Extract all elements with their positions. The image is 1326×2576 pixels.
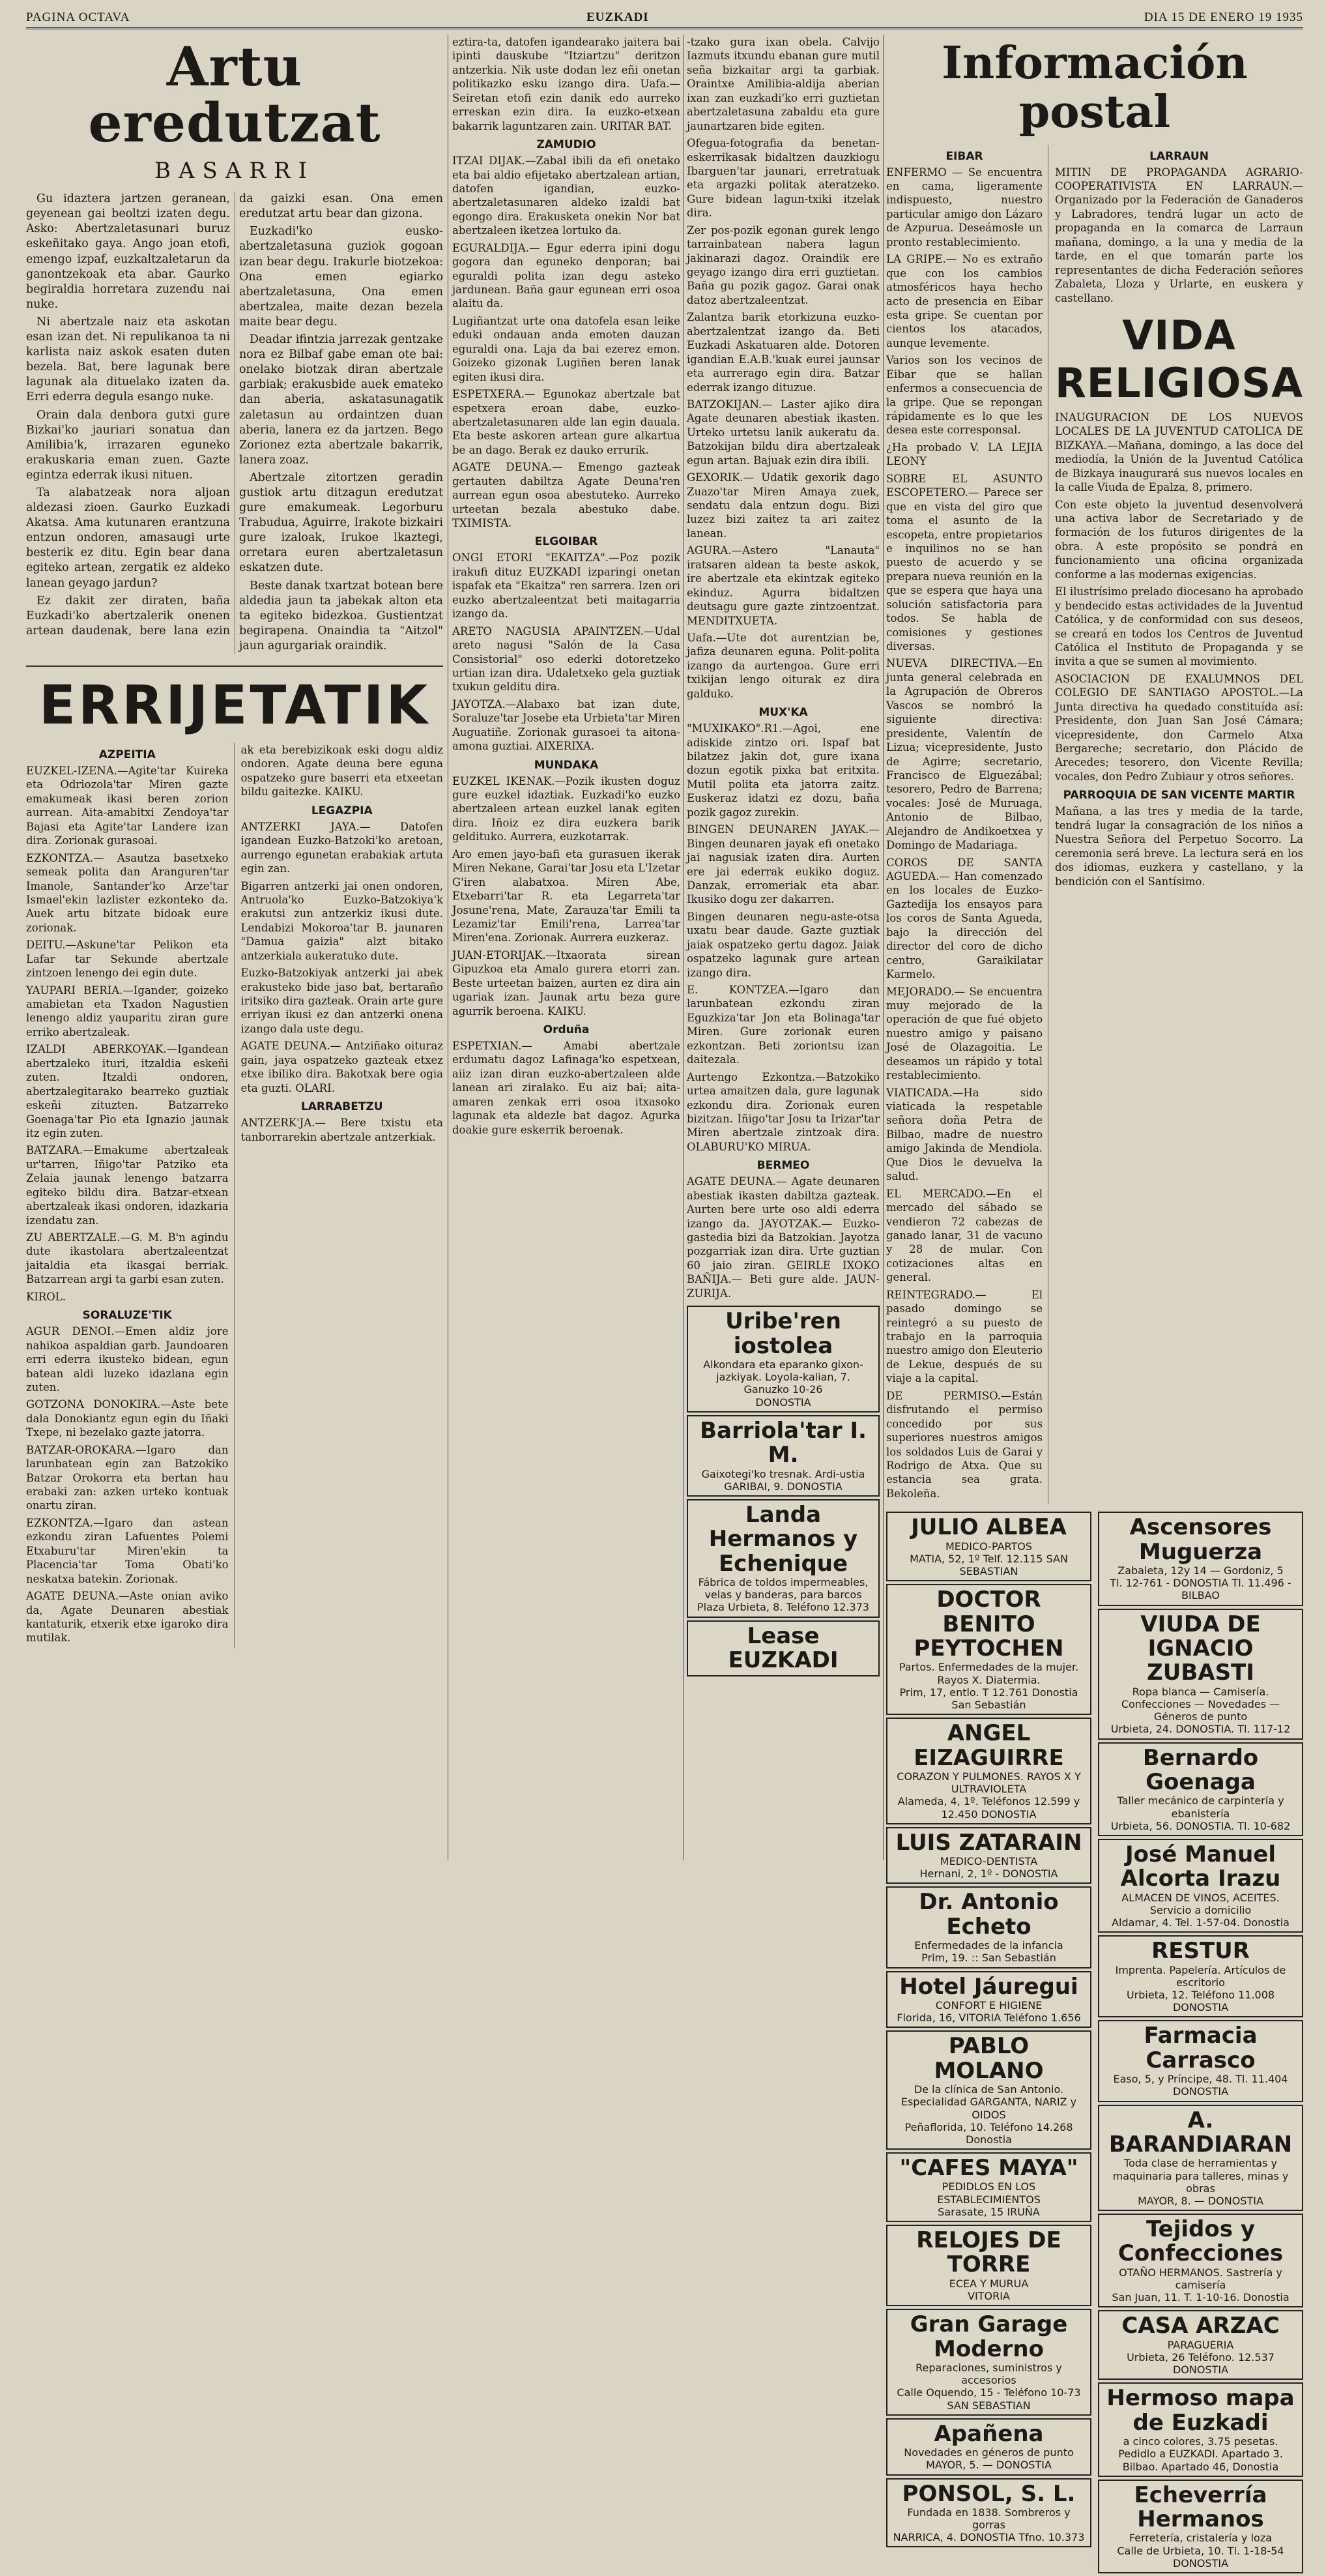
advertisement — [1098, 1935, 1303, 2017]
article-paragraph: Deadar ifintzia jarrezak gentzake nora ez Bilbaf gabe eman ote bai: onelako biotzak diran abertzale garbiak; erakusbide auek emateko dan aberia, askatasunagatik zaletasun au ordaintzen duan aberia, lanera ez da jartzen. Bego Zorionez ezta abertzale bakarrik, lanera zoaz. — [239, 333, 443, 467]
news-item: AGATE DEUNA.— Agate deunaren abestiak ikasten dabiltza gazteak. Aurten bere urte oso aldi ederra izango da. JAYOTZAK.— Euzko-gastedia bizi da Batzokian. Jayotza pozgarriak izan dira. Urte guztian 60 jaio ziran. GEIRLE IXOKO BAÑIJA.— Beti gure alde. JAUN-ZURIJA. — [687, 1175, 880, 1300]
column-three — [687, 35, 880, 1867]
news-item: BINGEN DEUNAREN JAYAK.— Bingen deunaren jayak efi onetako jai nagusiak izaten dira. Aurten ere jai ederrak eukiko doguz. Danzak, erromeriak eta abar. Ikusiko dogu zer dakarren. — [687, 823, 880, 906]
ad-subtitle: Novedades en géneros de punto — [904, 2446, 1074, 2459]
news-item: Zer pos-pozik egonan gurek lengo tarrainbatean nabera lagun jakinarazi dagoz. Oraindik ere geyago izango dira erri guztietan. Baña gu pozik gagoz. Garai onak datoz abertzaleentzat. — [687, 224, 880, 306]
section-label: MUNDAKA — [534, 758, 599, 772]
ad-title: Dr. Antonio Echeto — [919, 1889, 1059, 1940]
advertisement — [687, 1499, 880, 1618]
article-paragraph: Gu idaztera jartzen geranean, geyenean gai beoltzi izaten degu. Asko: Abertzaletasunari buruz eskeñitako gaya. Ango joan etofi, emengo izpaf, euzkaltzaletarun da ganontzekoak eta abar. Gaurko begiraldia horretara zuzendu nai nuke. — [26, 192, 230, 311]
section-label: BERMEO — [757, 1159, 810, 1173]
section-label: AZPEITIA — [98, 748, 156, 761]
news-item: ONGI ETORI "EKAITZA".—Poz pozik irakufi dituz EUZKADI izparingi onetan ispafak eta "Ekaitza" ren sarrera. Izen ori euzko abertzaleentzat beti maitagarria izango da. — [452, 551, 680, 621]
news-item: MEJORADO.— Se encuentra muy mejorado de la operación de que fué objeto nuestro amigo y paisano José de Olazagoitia. Le deseamos un rápido y total restablecimiento. — [886, 985, 1043, 1082]
news-item: IZALDI ABERKOYAK.—Igandean abertzaleko ituri, itzaldia eskeñi zuten. Itzaldi ondoren, abertzalegitarako bearreko guztiak eskeñi zituzten. Batzarreko Goenaga'tar Pio eta Ignazio jaunak itz egin zuten. — [26, 1043, 229, 1139]
news-item: SOBRE EL ASUNTO ESCOPETERO.— Parece ser que en vista del giro que toma el asunto de la escopeta, entre propietarios e inquilinos no se han puesto de acuerdo y se prepara nueva reunión en la que se espera que haya una solución satisfactoria para todos. Se habla de comisiones y gestiones diversas. — [886, 472, 1043, 653]
section-label: EIBAR — [945, 149, 983, 163]
news-item: Euzko-Batzokiyak antzerki jai abek erakusteko bide jaso bat, bertaraño iritsiko dira gazteak. Orain arte gure erriyan ikusi ez dan antzerki onena izango dala uste degu. — [240, 967, 443, 1035]
ad-title: CASA ARZAC — [1121, 2313, 1280, 2339]
advertisement — [1098, 2382, 1303, 2476]
column-informacion — [886, 35, 1304, 2569]
article-paragraph: Beste danak txartzat botean bere aldedia jaun ta jabekak alton eta ta egiteko bidezkoa. Gustientzat begirapena. Onaindia ta "Aitzol" jaun agurgariak oraindik. — [239, 579, 443, 652]
ad-subtitle: Taller mecánico de carpintería y ebanistería — [1117, 1794, 1284, 1820]
larraun-section — [1055, 150, 1303, 305]
news-item: ITZAI DIJAK.—Zabal ibili da efi onetako eta bai aldio efijetako abertzalean artian, datofen igandian, euzko-abertzaletasunaren aldeko izaldi bat egongo dira. Erakusketa onekin Nor bat abertzaleen iketzea lortuko da. — [452, 154, 680, 237]
ad-address: Bilbao. Apartado 46, Donostia — [1122, 2460, 1279, 2473]
news-item: EGURALDIJA.— Egur ederra ipini dogu gogora dan eguneko denporan; bai eguraldi polita izan degu asteko jardunean. Baña gaur egunean erri osoa alaitu da. — [452, 241, 680, 310]
ad-address: Sarasate, 15 IRUÑA — [938, 2205, 1040, 2218]
ad-subtitle: MEDICO-PARTOS — [945, 1540, 1032, 1553]
news-item: DE PERMISO.—Están disfrutando el permiso concedido por sus superiores nuestros amigos los soldados Luis de Garai y Rodrigo de Atxa. Que su estancia sea grata. Bekoleña. — [886, 1389, 1043, 1500]
news-item: COROS DE SANTA AGUEDA.— Han comenzado en los locales de Euzko-Gaztedija los ensayos para los coros de Santa Agueda, bajo la dirección del director del coro de dicho centro, Garaikilatar Karmelo. — [886, 856, 1043, 981]
running-head — [26, 8, 1303, 29]
ad-title: Bernardo Goenaga — [1142, 1744, 1259, 1795]
article-title: Artu eredutzat — [88, 36, 381, 155]
ads-grid — [886, 1509, 1303, 2576]
advertisement — [1098, 1742, 1303, 1836]
news-item: E. KONTZEA.—Igaro dan larunbatean ezkondu ziran Eguzkiza'tar Jon eta Bolinaga'tar Miren. Gure zorionak euren ezkontzan. Beti zoriontsu izan daitezala. — [687, 984, 880, 1066]
section-title: ERRIJETATIK — [26, 666, 443, 737]
section-label: LEGAZPIA — [311, 804, 373, 817]
ad-subtitle: Fábrica de toldos impermeables, velas y banderas, para barcos — [698, 1576, 869, 1602]
news-item: ASOCIACION DE EXALUMNOS DEL COLEGIO DE SANTIAGO APOSTOL.—La Junta directiva ha quedado constituída así: Presidente, don Juan San José Cámara; vicepresidente, don Carmelo Atxa Bergareche; secretario, don Plácido de Arecedes; tesorero, don Vicente Revilla; vocales, don Pedro Zubiaur y otros señores. — [1055, 672, 1303, 783]
news-item: REINTEGRADO.— El pasado domingo se reintegró a su puesto de trabajo en la parroquia nuestro amigo don Eleuterio de Lekue, después de su viaje a la capital. — [886, 1288, 1043, 1385]
news-item: EUZKEL-IZENA.—Agite'tar Kuireka eta Odriozola'tar Miren gazte emakumeak ikasi beren zorion aurrean. Aita-amabitxi Zendoya'tar Bajasi eta Agite'tar Landere izan dira. Zorionak gurasoai. — [26, 765, 229, 847]
advertisement — [886, 2030, 1091, 2150]
ads-right — [1098, 1509, 1303, 2576]
ad-title: Landa Hermanos y Echenique — [708, 1501, 858, 1577]
news-item: Lugiñantzat urte ona datofela esan leike eduki ondauan anda emoten dauzan eguraldi ona. Laja da bai ezerez emon. Goizeko gizonak Lugiñen beren lanak egiten ikusi dira. — [452, 314, 680, 383]
news-item: ANTZERKI JAYA.— Datofen igandean Euzko-Batzoki'ko aretoan, aurrengo egunetan erabakiak artuta egin zan. — [240, 820, 443, 875]
advertisement — [886, 2152, 1091, 2222]
ad-title: JULIO ALBEA — [911, 1514, 1067, 1541]
ad-subtitle: Easo, 5, y Príncipe, 48. Tl. 11.404 — [1113, 2073, 1288, 2086]
news-item: VIATICADA.—Ha sido viaticada la respetable señora doña Petra de Bilbao, madre de nuestro amigo Jakinda de Mendiola. Que Dios le devuelva la salud. — [886, 1086, 1043, 1183]
column-rule — [683, 35, 684, 1860]
column-intro: eztira-ta, datofen igandearako jaitera bai ipinti dauskube "Itziartzu" deritzon antzerkia. Nik uste dodan lez eñi onetan politikazko esku izango dira. Uafa.— Seiretan etofi ezin danik edo aurreko erreskan ezin dira. Ia euzko-etxean bakarrik laguntzaren zain. URITAR BAT. — [452, 36, 680, 132]
ad-address: Aldamar, 4. Tel. 1-57-04. Donostia — [1112, 1916, 1290, 1929]
ad-address: Hernani, 2, 1º - DONOSTIA — [919, 1867, 1058, 1881]
ad-address: Peñaflorida, 10. Teléfono 14.268 Donostia — [904, 2120, 1073, 2146]
advertisement — [886, 2225, 1091, 2306]
newspaper-name: EUZKADI — [586, 10, 649, 24]
article-paragraph: Abertzale zitortzen geradin gustiok artu ditzagun eredutzat gure emakumeak. Legorburu Trabudua, Aguirre, Irakote bizkairi gure izaloak, Irukoe lkaztegi, orretara euren abertzaletasun eskatzen dute. — [239, 471, 443, 575]
ad-subtitle: Ferretería, cristalería y loza — [1129, 2532, 1273, 2545]
advertisement — [1098, 2310, 1303, 2380]
ad-address: Urbieta, 12. Teléfono 11.008 DONOSTIA — [1126, 1989, 1275, 2014]
advertisement — [1098, 1839, 1303, 1933]
advertisement — [1098, 2105, 1303, 2212]
ad-subtitle: Imprenta. Papelería. Artículos de escritorio — [1115, 1963, 1286, 1989]
advertisement — [886, 2418, 1091, 2476]
news-item: Varios son los vecinos de Eibar que se hallan enfermos a consecuencia de la gripe. Que se repongan rápidamente es lo que les desea este corresponsal. — [886, 354, 1043, 437]
ad-address: San Juan, 11. T. 1-10-16. Donostia — [1112, 2291, 1290, 2304]
ad-subtitle: CONFORT E HIGIENE — [935, 1999, 1043, 2012]
issue-date: DIA 15 DE ENERO 19 1935 — [1144, 10, 1303, 24]
ad-address: DONOSTIA — [1172, 2085, 1229, 2098]
column-artu — [26, 35, 443, 1867]
column-rule — [883, 35, 884, 1860]
article-author: BASARRI — [154, 158, 315, 184]
news-item: ANTZERK'JA.— Bere txistu eta tanborrarekin abertzale antzerkiak. — [240, 1117, 443, 1143]
news-item: GOTZONA DONOKIRA.—Aste bete dala Donokiantz egun egin du Iñaki Txepe, ni bezelako gazte jatorra. — [26, 1398, 229, 1439]
ad-subtitle: a cinco colores, 3.75 pesetas. Pedidlo a EUZKADI. Apartado 3. — [1118, 2435, 1283, 2461]
section-label: PARROQUIA DE SAN VICENTE MARTIR — [1063, 789, 1295, 802]
ad-address: Calle de Urbieta, 10. Tl. 1-18-54 DONOSTIA — [1117, 2544, 1284, 2569]
news-item: Zalantza barik etorkizuna euzko-abertzalentzat izango da. Beti Euzkadi Askatuaren alde. Dotoren igandian E.A.B.'kuak eurei jaunsar eta aurrerago egin dira. Batzar ederrak izango dituzue. — [687, 311, 880, 394]
page-label: PAGINA OCTAVA — [26, 10, 130, 24]
ad-address: Florida, 16, VITORIA Teléfono 1.656 — [897, 2012, 1081, 2025]
ad-subtitle: CORAZON Y PULMONES. RAYOS X Y ULTRAVIOLETA — [897, 1770, 1081, 1796]
ad-subtitle: Partos. Enfermedades de la mujer. Rayos X. Diatermia. — [899, 1661, 1079, 1686]
advertisement — [886, 1827, 1091, 1884]
ad-subtitle: OTAÑO HERMANOS. Sastrería y camisería — [1119, 2266, 1282, 2292]
advertisement — [886, 2478, 1091, 2548]
news-item: Con este objeto la juventud desenvolverá una activa labor de Secretariado y de formación de los futuros dirigentes de la obra. A este propósito se pondrá en funcionamiento una oficina organizada conforme a las modernas exigencias. — [1055, 498, 1303, 581]
ads-left — [886, 1509, 1091, 2576]
advertisement — [1098, 1512, 1303, 1605]
news-item: ESPETXIAN.— Amabi abertzale erdumatu dagoz Lafinaga'ko espetxean, aiiz izan diran euzko-abertzaleen alde lanean ari ziralako. Eu aiz bai; aita-amaren zenkak erri osoa itxasoko lagunak eta aldezle bat dagoz. Agurka doakie gure eskerrik beroenak. — [452, 1040, 680, 1136]
advertisement — [687, 1620, 880, 1677]
news-item: LA GRIPE.— No es extraño que con los cambios atmosféricos haya hecho acto de presencia en Eibar esta gripe. Se cuentan por cientos los atacados, aunque levemente. — [886, 253, 1043, 349]
news-item: EZKONTZA.— Asautza basetxeko semeak polita dan Aranguren'tar Imanole, Santander'ko Arze'tar Ismael'ekin lazlister ezkonteko da. Auek artu bitzate bidoak eure zorionak. — [26, 851, 229, 934]
advertisement — [687, 1415, 880, 1497]
ad-subtitle: ALMACEN DE VINOS, ACEITES. Servicio a domicilio — [1121, 1891, 1280, 1916]
bottom-ads — [687, 1306, 880, 1676]
news-item: Uafa.—Ute dot aurentzian be, jafiza deunaren eguna. Polit-polita izango da aurtengoa. Gure erri txikijan lengo oiturak ez dira galduko. — [687, 631, 880, 700]
advertisement — [886, 1886, 1091, 1968]
ad-title: RESTUR — [1151, 1938, 1250, 1965]
news-item: YAUPARI BERIA.—Igander, goizeko amabietan eta Txadon Nagustien lenengo aldiz yauparitu ziran gure erriko abertzaleak. — [26, 984, 229, 1038]
ad-title: José Manuel Alcorta Irazu — [1120, 1841, 1281, 1892]
article-paragraph: Euzkadi'ko eusko-abertzaletasuna guziok gogoan izan bear degu. Irakurle biotzekoa: Ona emen egiarko abertzaletasuna, Ona emen abertzalea, maite dezan bezela maite bear degu. — [239, 225, 443, 329]
ad-title: RELOJES DE TORRE — [916, 2227, 1061, 2278]
article-paragraph: Orain dala denbora gutxi gure Bizkai'ko jauriari sonatua dan Amilibia'k, irrazaren eguneko erakuskaria eman zuen. Gazte egintza ederrak ikusi nituen. — [26, 408, 230, 482]
news-item: EL MERCADO.—En el mercado del sábado se vendieron 72 cabezas de ganado lanar, 31 de vacuno y 28 de mular. Con cotizaciones altas en general. — [886, 1187, 1043, 1284]
news-item: INAUGURACION DE LOS NUEVOS LOCALES DE LA JUVENTUD CATOLICA DE BIZKAYA.—Mañana, domingo, a las doce del mediodía, la Unión de la Juventud Católica de Bizkaya inaugurará sus nuevos locales en la calle Viuda de Epalza, 8, primero. — [1055, 411, 1303, 494]
ad-title: "CAFES MAYA" — [899, 2155, 1078, 2182]
advertisement — [886, 1584, 1091, 1715]
ad-address: Urbieta, 26 Teléfono. 12.537 DONOSTIA — [1127, 2350, 1275, 2377]
news-item: NUEVA DIRECTIVA.—En junta general celebrada en la Agrupación de Obreros Vascos se nombró la siguiente directiva: presidente, Valentín de Lizua; vicepresidente, Justo de Agirre; secretario, Francisco de Elguezábal; tesorero, Pedro de Barrena; vocales: José de Muruaga, Antonio de Bilbao, Alejandro de Andikoetxea y Domingo de Madariaga. — [886, 657, 1043, 852]
news-item: ¿Ha probado V. LA LEJIA LEONY — [886, 441, 1043, 468]
info-columns — [886, 145, 1303, 1504]
advertisement — [1098, 1609, 1303, 1740]
section-label: LARRABETZU — [300, 1100, 383, 1114]
ad-title: VIUDA DE IGNACIO ZUBASTI — [1140, 1611, 1261, 1686]
news-item: "MUXIKAKO".R1.—Agoi, ene adiskide zintzo ori. Ispaf bat bilatzez jakin dot, gure ixana dozun egotik pixka bat eritxita. Mutil polita eta jatorra zaitz. Euskeraz idatzi ez dozu, baña pozik gagoz zurekin. — [687, 722, 880, 819]
column-three-sections — [687, 136, 880, 1300]
ad-subtitle: Toda clase de herramientas y maquinaria para talleres, minas y obras — [1112, 2157, 1289, 2195]
section-label: ZAMUDIO — [536, 138, 596, 152]
news-item: MITIN DE PROPAGANDA AGRARIO-COOPERATIVISTA EN LARRAUN.—Organizado por la Federación de Ganaderos y Labradores, tendrá lugar un acto de propaganda en la comarca de Larraun mañana, domingo, a la una y media de la tarde, en el que tomarán parte los representantes de dicha Federación señores Zabaleta, Lloza y Urlarte, en euskera y castellano. — [1055, 166, 1303, 304]
news-item: Aurtengo Ezkontza.—Batzokiko urtea amaitzen dala, gure lagunak ezkondu dira. Zorionak euren bizitzan. Iñigo'tar Josu ta Irizar'tar Miren abertzale zintzoak dira. OLABURU'KO MIRUA. — [687, 1070, 880, 1153]
ad-address: Urbieta, 56. DONOSTIA. Tl. 10-682 — [1110, 1819, 1291, 1832]
news-item: EZKONTZA.—Igaro dan astean ezkondu ziran Lafuentes Polemi Etxaburu'tar Miren'ekin ta Placencia'tar Toma Obati'ko neskatxa batekin. Zorionak. — [26, 1516, 229, 1585]
news-item: JAYOTZA.—Alabaxo bat izan dute, Soraluze'tar Josebe eta Urbieta'tar Miren Auguatiñe. Zorionak gurasoei ta aitona-amona guztiai. AIXERIXA. — [452, 697, 680, 753]
article-body — [26, 192, 443, 654]
news-item: ak eta berebizikoak eski dogu aldiz ondoren. Agate deuna bere eguna ospatzeko gure baserri eta etxeetan bildu gaitezke. KAIKU. — [240, 744, 443, 798]
ad-address: NARRICA, 4. DONOSTIA Tfno. 10.373 — [893, 2531, 1085, 2544]
news-item: AGATE DEUNA.—Aste onian aviko da, Agate Deunaren abestiak kantaturik, etxerik etxe igaroko dira mutilak. — [26, 1590, 229, 1645]
advertisement — [886, 1971, 1091, 2028]
section-label: LARRAUN — [1149, 149, 1209, 163]
ad-title: Gran Garage Moderno — [910, 2311, 1068, 2362]
news-item: AGATE DEUNA.— Emengo gazteak gertauten dabiltza Agate Deuna'ren aurrean egun osoa abestuteko. Aurreko urteetan bezala abestuko dabe. TXIMISTA. — [452, 461, 680, 529]
news-item: Mañana, a las tres y media de la tarde, tendrá lugar la consagración de los niños a Nuestra Señora del Perpetuo Socorro. La ceremonia será breve. La lectura será en los dos idiomas, euzkera y castellano, y la bendición con el Santísimo. — [1055, 805, 1303, 888]
ad-subtitle: MEDICO-DENTISTA — [940, 1855, 1038, 1868]
ad-title: Hotel Jáuregui — [899, 1973, 1078, 2000]
ad-subtitle: Zabaleta, 12y 14 — Gordoniz, 5 — [1117, 1564, 1284, 1577]
ad-title: Farmacia Carrasco — [1144, 2023, 1258, 2073]
ad-title: Uribe'ren iostolea — [725, 1308, 841, 1359]
ad-address: Prim, 17, entlo. T 12.761 Donostia San Sebastián — [899, 1686, 1078, 1711]
news-item: BATZAR-OROKARA.—Igaro dan larunbatean egin zan Batzokiko Batzar Orokorra eta bertan hau erabaki zan: azken urteko kontuak onartu ziran. — [26, 1443, 229, 1512]
ad-title: PABLO MOLANO — [934, 2033, 1044, 2084]
ad-subtitle: ECEA Y MURUA — [949, 2277, 1029, 2290]
column-two-sections — [452, 138, 680, 1018]
ad-subtitle: Enfermedades de la infancia — [914, 1939, 1063, 1952]
ad-subtitle: PARAGUERIA — [1167, 2338, 1234, 2351]
news-item: AGUR DENOI.—Emen aldiz jore nahikoa aspaldian garb. Jaundoaren erri ederra ikusteko bidean, egun batean aldi luzeko idazlana egin zuten. — [26, 1325, 229, 1394]
section-label: MUX'KA — [758, 706, 808, 720]
ad-address: MATIA, 52, 1º Telf. 12.115 SAN SEBASTIAN — [910, 1552, 1068, 1578]
news-item: JUAN-ETORIJAK.—Itxaorata sirean Gipuzkoa eta Amalo gurera etorri zan. Beste urteetan baizen, aurten ez dira ain ugariak izan. Jaunak artu beza gure agurrik beroena. KAIKU. — [452, 948, 680, 1017]
ad-title: Hermoso mapa de Euzkadi — [1106, 2385, 1295, 2436]
ad-address: DONOSTIA — [755, 1396, 811, 1409]
news-item: ARETO NAGUSIA APAINTZEN.—Udal areto nagusi "Salón de la Casa Consistorial" oso ederki dotoretzeko urtian izan dira. Udaletxeko gela guztiak txukun gelditu dira. — [452, 624, 680, 694]
info-right — [1055, 145, 1303, 1504]
news-item: ZU ABERTZALE.—G. M. B'n agindu dute ikastolara abertzaleentzat jaitaldia eta ikasgai berriak. Batzarrean argi ta garbi esan zuten. — [26, 1231, 229, 1286]
news-item: Bingen deunaren negu-aste-otsa uxatu bear daude. Gazte guztiak jaiak ospatzeko gertu dagoz. Jaiak ospatzeko lagunak gure artean izango dira. — [687, 910, 880, 979]
ad-address: Alameda, 4, 1º. Teléfonos 12.599 y 12.450 DONOSTIA — [897, 1795, 1080, 1821]
advertisement — [687, 1306, 880, 1412]
section-label: ELGOIBAR — [534, 535, 598, 549]
article-paragraph: Ni abertzale naiz eta askotan esan izan det. Ni repulikanoa ta ni karlista naiz askok esaten duten bezela. Bat, bere lagunak bere lagunak ala dituelako izaten da. Erri ederra degula esango nuke. — [26, 315, 230, 404]
news-item: AGURA.—Astero "Lanauta" iratsaren aldean ta beste askok, ire abertzale eta ekintzak egiteko ekinduz. Agurra bidaltzen deutsagu gure gazte zintzoentzat. MENDITXUETA. — [687, 544, 880, 627]
info-left — [886, 145, 1048, 1504]
errijetatik-columns — [26, 743, 443, 1648]
news-item: BATZOKIJAN.— Laster ajiko dira Agate deunaren abestiak ikasten. Urteko urtetsu lanik aukeratu da. Batzokijan bildu dira abertzaleak egun artan. Bajuak ezin dira ibili. — [687, 398, 880, 467]
news-item: EUZKEL IKENAK.—Pozik ikusten doguz gure euzkel idaztiak. Euzkadi'ko euzko abertzaleen artean euzkel lanak egiten dira. Iñoiz ez dira euzkera barik geldituko. Aurrera, euzkotarrak. — [452, 774, 680, 843]
news-item: El ilustrísimo prelado diocesano ha aprobado y bendecido estas actividades de la Juventud Católica, y de conformidad con sus deseos, se creará en todos los Centros de Juventud Católica el Instituto de Propaganda y se invita a que se sumen al movimiento. — [1055, 585, 1303, 668]
ad-address: MAYOR, 8. — DONOSTIA — [1138, 2194, 1263, 2207]
news-item: Aro emen jayo-bafi eta gurasuen ikerak Miren Nekane, Garai'tar Josu eta L'Izetar G'iren alabatxoa. Miren Abe, Etxebarri'tar R. eta Legarreta'tar Josune'rena, Mate, Zarauza'tar Emili ta Lezamiz'tar Emili'rena, Larrea'tar Miren'ena. Zorionak. Aurrera euzkeraz. — [452, 847, 680, 944]
ad-address: Calle Oquendo, 15 - Teléfono 10-73 SAN SEBASTIAN — [897, 2386, 1081, 2412]
ad-title: DOCTOR BENITO PEYTOCHEN — [914, 1587, 1064, 1662]
ad-title: Apañena — [934, 2420, 1044, 2447]
ad-address: VITORIA — [968, 2290, 1010, 2303]
ad-subtitle: Fundada en 1838. Sombreros y gorras — [907, 2506, 1071, 2532]
news-item: AGATE DEUNA.— Antziñako oituraz gain, jaya ospatzeko gazteak etxez etxe ibiliko dira. Bakotxak bere ogia eta guzti. OLARI. — [240, 1040, 443, 1094]
ad-subtitle: De la clínica de San Antonio. Especialidad GARGANTA, NARIZ y OIDOS — [901, 2083, 1077, 2121]
vida-sections — [1055, 411, 1303, 888]
column-two — [452, 35, 680, 1867]
advertisement — [1098, 2214, 1303, 2307]
news-item: ESPETXERA.— Egunokaz abertzale bat espetxera eroan dabe, euzko-abertzaletasunaren alde lan egin dauala. Eta beste askoren artean gure alkartua be an dago. Berak ez dauko errurik. — [452, 388, 680, 456]
ad-address: MAYOR, 5. — DONOSTIA — [926, 2459, 1052, 2472]
advertisement — [1098, 2480, 1303, 2573]
errijetatik-middle — [241, 743, 444, 1648]
ad-subtitle: Ropa blanca — Camisería. Confecciones — Novedades — Géneros de punto — [1121, 1685, 1280, 1723]
ad-address: Urbieta, 24. DONOSTIA. Tl. 117-12 — [1110, 1723, 1291, 1736]
news-item: Bigarren antzerki jai onen ondoren, Antruola'ko Euzko-Batzokiya'k erakutsi zun antzerkiz ikusi dute. Lendabizi Mokoroa'tar B. jaunaren "Damua gaizia" alzt bitako antzerkiala aukeratuko dute. — [240, 879, 443, 962]
article-paragraph: Ez dakit zer diraten, baña Euzkadi'ko abertzalerik onenen artean daudenak, bere lana ezin da gaizki esan. Ona emen eredutzat artu bear dan gizona. — [26, 192, 443, 637]
errijetatik-left — [26, 743, 235, 1648]
ad-address: Plaza Urbieta, 8. Teléfono 12.373 — [697, 1601, 870, 1614]
advertisement — [886, 2309, 1091, 2416]
news-item: BATZARA.—Emakume abertzaleak ur'tarren, Iñigo'tar Patziko eta Zelaia jaunak lenengo batzarra egiteko bildu dira. Batzar-etxean abertzaleak ikasi ondoren, idazkaria izendatu zan. — [26, 1144, 229, 1227]
article-paragraph: Ta alabatzeak nora aljoan aldezasi zioen. Gaurko Euzkadi Akatsa. Ama kutunaren erantzuna entzun ondoren, amasaugi urte besterik ez ditu. Egin bear dana egiteko artean, zergatik ez aldeko lanean geyago jardun? — [26, 486, 230, 590]
advertisement — [886, 1718, 1091, 1824]
ad-title: Echeverría Hermanos — [1134, 2481, 1267, 2533]
vida-title: VIDA RELIGIOSA — [1055, 311, 1304, 407]
column-two-bottom — [452, 1023, 680, 1137]
section-label: Orduña — [543, 1023, 590, 1036]
news-item: ENFERMO — Se encuentra en cama, ligeramente indispuesto, nuestro particular amigo don Lázaro de Azpurua. Deseámosle un pronto restablecimiento. — [886, 166, 1043, 248]
advertisement — [1098, 2020, 1303, 2101]
ad-address: GARIBAI, 9. DONOSTIA — [724, 1480, 843, 1493]
ad-subtitle: Alkondara eta eparanko gixon-jazkiyak. Loyola-kalian, 7. Ganuzko 10-26 — [703, 1358, 863, 1396]
ad-title: Barriola'tar I. M. — [700, 1417, 867, 1469]
ad-address: Tl. 12-761 - DONOSTIA Tl. 11.496 - BILBAO — [1110, 1577, 1291, 1602]
ad-title: ANGEL EIZAGUIRRE — [914, 1720, 1064, 1771]
ad-title: Ascensores Muguerza — [1129, 1514, 1272, 1565]
news-item: Ofegua-fotografia da benetan-eskerrikasak bidaltzen dauzkiogu Ibarguen'tar jaunari, erretratuak eta argazki politak ateratzeko. Gure bidean lagun-txiki itzelak dira. — [687, 137, 880, 220]
ad-address: Prim, 19. :: San Sebastián — [921, 1952, 1056, 1965]
ad-title: LUIS ZATARAIN — [895, 1829, 1082, 1856]
ad-subtitle: Reparaciones, suministros y accesorios — [915, 2361, 1062, 2387]
ad-title: A. BARANDIARAN — [1108, 2107, 1293, 2158]
column-intro: -tzako gura ixan obela. Calvijo Iazmuts itxundu ebanan gure mutil seña bizkaitar argi ta garbiak. Oraintxe Amilibia-aldija aberian ixan zan euzkadi'ko erri guztietan abertzaletasuna zabaldu eta gure jaunartzaren bide egiten. — [687, 36, 880, 132]
ad-subtitle: PEDIDLOS EN LOS ESTABLECIMIENTOS — [937, 2180, 1041, 2206]
info-title: Información postal — [942, 37, 1248, 138]
ad-title: PONSOL, S. L. — [902, 2480, 1076, 2507]
news-item: KIROL. — [26, 1290, 66, 1303]
news-item: GEXORIK.— Udatik gexorik dago Zuazo'tar Miren Amaya zuek, sendatu dala entzun dogu. Bizi luzez bizi zaitez ta ari zaitez lanean. — [687, 471, 880, 540]
ad-title: Lease EUZKADI — [728, 1622, 839, 1673]
section-label: SORALUZE'TIK — [82, 1309, 172, 1323]
advertisement — [886, 1512, 1091, 1581]
ad-title: Tejidos y Confecciones — [1117, 2216, 1284, 2267]
news-item: DEITU.—Askune'tar Pelikon eta Lafar tar Sekunde abertzale zintzoen lenengo dei egin dute. — [26, 939, 229, 980]
ad-subtitle: Gaixotegi'ko tresnak. Ardi-ustia — [701, 1467, 865, 1480]
